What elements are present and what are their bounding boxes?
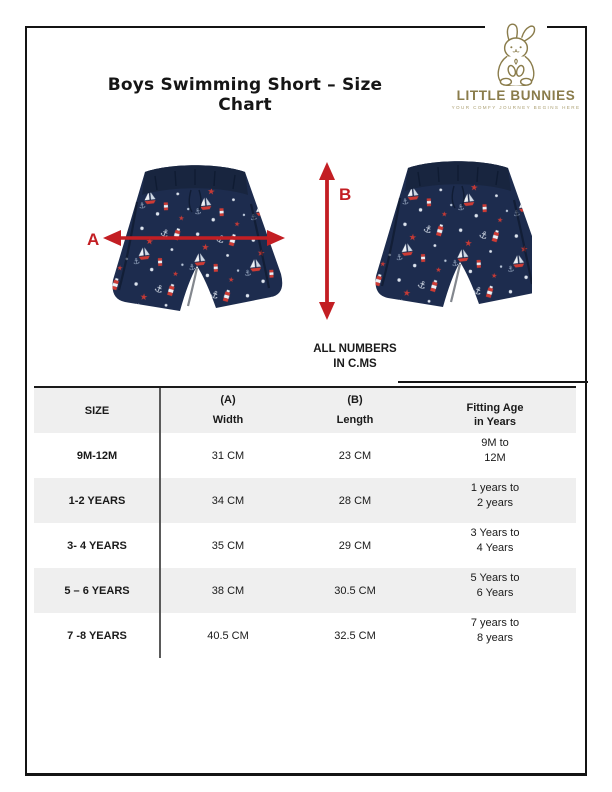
row-fitting-age [414, 613, 576, 658]
column-divider [159, 388, 161, 658]
brand-name: LITTLE BUNNIES [456, 88, 576, 103]
width-label: A [87, 230, 100, 249]
row-size: 5 – 6 YEARS [64, 584, 130, 597]
table-row [34, 568, 576, 613]
row-age-line1: 3 Years to [470, 527, 520, 539]
row-age-line2: 12M [484, 452, 506, 464]
shorts-width-figure [85, 158, 300, 330]
size-chart-table [34, 386, 576, 658]
table-row [34, 523, 576, 568]
shorts-length-figure [312, 152, 532, 328]
brand-logo [446, 22, 586, 110]
table-row [34, 433, 576, 478]
length-label: B [339, 185, 352, 204]
header-size: SIZE [84, 404, 110, 417]
row-age-line1: 5 Years to [470, 572, 520, 584]
row-age-line1: 9M to [481, 437, 509, 449]
row-length: 28 CM [338, 494, 372, 507]
row-age-line2: 8 years [476, 632, 514, 644]
header-fitting-age-line2: in Years [474, 416, 516, 428]
row-length: 30.5 CM [334, 584, 376, 597]
row-size: 3- 4 YEARS [67, 539, 127, 552]
swim-shorts-front-image [376, 161, 533, 307]
row-age-line2: 4 Years [476, 542, 514, 554]
page-title: Boys Swimming Short – Size Chart [107, 75, 383, 115]
row-width: 40.5 CM [207, 629, 249, 642]
header-length [296, 388, 414, 433]
row-fitting-age [414, 478, 576, 523]
header-length-code: (B) [347, 394, 363, 406]
table-row [34, 478, 576, 523]
bunny-logo-icon [485, 22, 547, 86]
table-header-row [34, 388, 576, 433]
row-fitting-age [414, 523, 576, 568]
header-width-name: Width [212, 414, 244, 426]
table-topline-right [398, 381, 588, 383]
row-age-line2: 2 years [476, 497, 514, 509]
header-fitting-age [414, 388, 576, 433]
table-row [34, 613, 576, 658]
row-length: 29 CM [338, 539, 372, 552]
header-width-code: (A) [220, 394, 236, 406]
header-length-name: Length [336, 414, 374, 426]
row-age-line1: 1 years to [470, 482, 520, 494]
row-width: 35 CM [211, 539, 245, 552]
row-length: 32.5 CM [334, 629, 376, 642]
units-note-line2: IN C.MS [333, 358, 377, 370]
row-width: 34 CM [211, 494, 245, 507]
row-age-line1: 7 years to [470, 617, 520, 629]
length-arrow [319, 162, 335, 320]
row-length: 23 CM [338, 449, 372, 462]
row-age-line2: 6 Years [476, 587, 514, 599]
row-fitting-age [414, 433, 576, 478]
row-size: 1-2 YEARS [68, 494, 126, 507]
row-fitting-age [414, 568, 576, 613]
brand-tagline: YOUR COMFY JOURNEY BEGINS HERE [451, 105, 581, 110]
row-width: 38 CM [211, 584, 245, 597]
header-width [160, 388, 296, 433]
units-note [288, 342, 422, 372]
header-fitting-age-line1: Fitting Age [466, 402, 524, 414]
units-note-line1: ALL NUMBERS [313, 343, 397, 355]
row-size: 9M-12M [76, 449, 118, 462]
row-width: 31 CM [211, 449, 245, 462]
row-size: 7 -8 YEARS [67, 629, 127, 642]
